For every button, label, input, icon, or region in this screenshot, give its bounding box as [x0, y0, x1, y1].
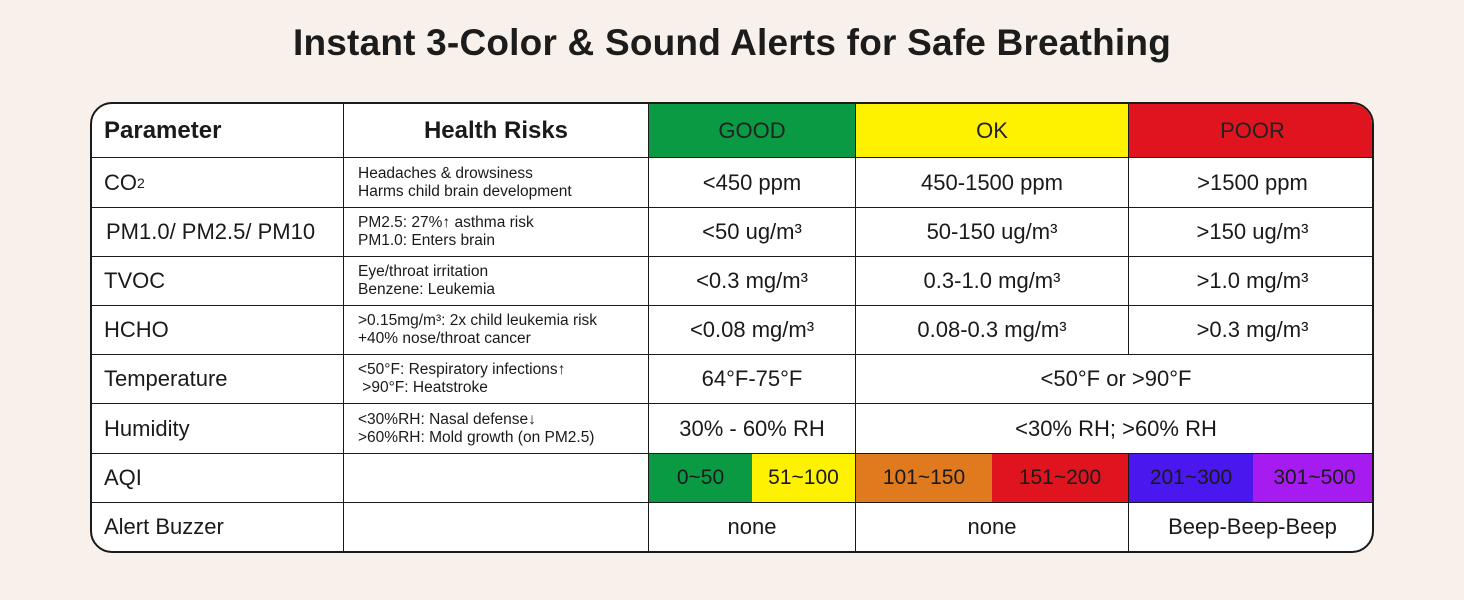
row-hcho-risks [344, 306, 649, 355]
row-humidity-param: Humidity [92, 404, 344, 454]
air-quality-table [90, 102, 1374, 553]
row-co2-risks [344, 158, 649, 208]
row-buzzer-ok: none [856, 503, 1129, 551]
row-temperature-param: Temperature [92, 355, 344, 404]
header-parameter: Parameter [92, 104, 344, 158]
aqi-range-101-150: 101~150 [856, 454, 992, 503]
co2-subscript: 2 [137, 174, 145, 191]
header-poor: POOR [1129, 104, 1374, 158]
risk-line: >0.15mg/m³: 2x child leukemia risk [358, 312, 598, 329]
aqi-range-301-500: 301~500 [1253, 454, 1374, 503]
row-tvoc-ok: 0.3-1.0 mg/m³ [856, 257, 1129, 306]
row-tvoc-good: <0.3 mg/m³ [649, 257, 856, 306]
risk-line: Eye/throat irritation [358, 263, 489, 280]
aqi-range-0-50: 0~50 [649, 454, 752, 503]
risk-line: <50°F: Respiratory infections↑ [358, 361, 566, 378]
row-pm-ok: 50-150 ug/m³ [856, 208, 1129, 257]
risk-line: PM2.5: 27%↑ asthma risk [358, 214, 534, 231]
row-buzzer-param: Alert Buzzer [92, 503, 344, 551]
row-temperature-other: <50°F or >90°F [856, 355, 1374, 404]
row-humidity-risks [344, 404, 649, 454]
risk-line: >90°F: Heatstroke [358, 379, 488, 396]
row-pm-param: PM1.0/ PM2.5/ PM10 [92, 208, 344, 257]
risk-line: <30%RH: Nasal defense↓ [358, 410, 536, 428]
row-tvoc-risks [344, 257, 649, 306]
row-temperature-good: 64°F-75°F [649, 355, 856, 404]
row-pm-poor: >150 ug/m³ [1129, 208, 1374, 257]
aqi-range-151-200: 151~200 [992, 454, 1129, 503]
row-hcho-ok: 0.08-0.3 mg/m³ [856, 306, 1129, 355]
risk-line: Benzene: Leukemia [358, 281, 496, 298]
aqi-range-201-300: 201~300 [1129, 454, 1253, 503]
row-aqi-risks [344, 454, 649, 503]
row-tvoc-param: TVOC [92, 257, 344, 306]
row-buzzer-risks [344, 503, 649, 551]
row-co2-param [92, 158, 344, 208]
risk-line: Headaches & drowsiness [358, 164, 533, 182]
page-title: Instant 3-Color & Sound Alerts for Safe Breathing [293, 22, 1171, 63]
row-co2-good: <450 ppm [649, 158, 856, 208]
row-hcho-poor: >0.3 mg/m³ [1129, 306, 1374, 355]
row-buzzer-poor: Beep-Beep-Beep [1168, 514, 1337, 539]
row-pm-good: <50 ug/m³ [649, 208, 856, 257]
row-co2-ok: 450-1500 ppm [856, 158, 1129, 208]
row-tvoc-poor: >1.0 mg/m³ [1129, 257, 1374, 306]
risk-line: Harms child brain development [358, 182, 572, 200]
header-good: GOOD [649, 104, 856, 158]
row-co2-poor: >1500 ppm [1129, 158, 1374, 208]
row-pm-risks [344, 208, 649, 257]
row-temperature-risks [344, 355, 649, 404]
risk-line: PM1.0: Enters brain [358, 232, 495, 249]
row-humidity-other: <30% RH; >60% RH [856, 404, 1374, 454]
row-hcho-good: <0.08 mg/m³ [649, 306, 856, 355]
header-health-risks: Health Risks [344, 104, 649, 158]
risk-line: >60%RH: Mold growth (on PM2.5) [358, 428, 595, 446]
row-hcho-param: HCHO [92, 306, 344, 355]
header-ok: OK [856, 104, 1129, 158]
co2-label: CO [104, 169, 137, 195]
row-humidity-good: 30% - 60% RH [649, 404, 856, 454]
row-aqi-param: AQI [92, 454, 344, 503]
aqi-range-51-100: 51~100 [752, 454, 856, 503]
row-buzzer-good: none [649, 503, 856, 551]
risk-line: +40% nose/throat cancer [358, 330, 531, 347]
